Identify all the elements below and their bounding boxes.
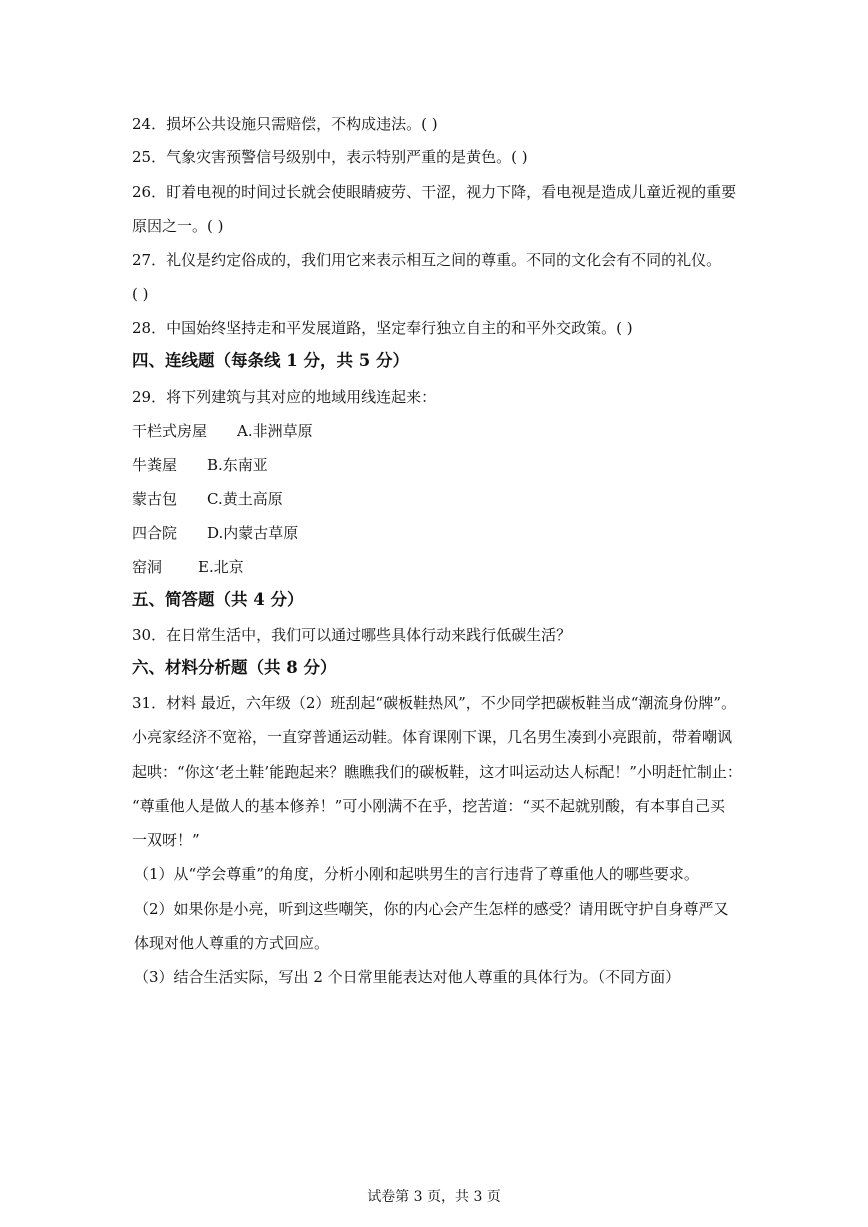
match-row-4 bbox=[132, 523, 752, 543]
question-31-line-4: “尊重他人是做人的基本修养！”可小刚满不在乎，挖苦道：“买不起就别酸，有本事自己买 bbox=[132, 797, 726, 815]
section-5-heading: 五、简答题（共 4 分） bbox=[132, 590, 304, 609]
question-25: 25．气象灾害预警信号级别中，表示特别严重的是黄色。( ) bbox=[132, 148, 528, 166]
match-region: A.非洲草原 bbox=[237, 422, 313, 440]
match-row-5 bbox=[132, 557, 752, 577]
match-region: E.北京 bbox=[198, 558, 244, 576]
match-building: 牛粪屋 bbox=[132, 456, 178, 474]
match-region: B.东南亚 bbox=[207, 456, 268, 474]
match-building: 窑洞 bbox=[132, 558, 163, 576]
match-row-1 bbox=[132, 421, 752, 441]
match-building: 干栏式房屋 bbox=[132, 422, 208, 440]
question-30: 30．在日常生活中，我们可以通过哪些具体行动来践行低碳生活？ bbox=[132, 626, 572, 644]
question-27-line-2: ( ) bbox=[132, 285, 149, 303]
question-31-line-3: 起哄：“你这‘老土鞋’能跑起来？瞧瞧我们的碳板鞋，这才叫运动达人标配！”小明赶忙制止： bbox=[132, 763, 742, 781]
question-31-part-2-line-1: （2）如果你是小亮，听到这些嘲笑，你的内心会产生怎样的感受？请用既守护自身尊严又 bbox=[134, 900, 729, 918]
match-row-3 bbox=[132, 489, 752, 509]
page-footer: 试卷第 3 页，共 3 页 bbox=[367, 1189, 501, 1205]
match-region: C.黄土高原 bbox=[207, 490, 283, 508]
question-31-part-1: （1）从“学会尊重”的角度，分析小刚和起哄男生的言行违背了尊重他人的哪些要求。 bbox=[134, 865, 699, 883]
question-31-part-2-line-2: 体现对他人尊重的方式回应。 bbox=[134, 934, 330, 952]
question-31-line-5: 一双呀！” bbox=[132, 831, 200, 849]
match-row-2 bbox=[132, 455, 752, 475]
question-31-line-1: 31．材料 最近，六年级（2）班刮起“碳板鞋热风”，不少同学把碳板鞋当成“潮流身份牌”。 bbox=[132, 694, 737, 712]
match-region: D.内蒙古草原 bbox=[207, 524, 299, 542]
question-29: 29．将下列建筑与其对应的地域用线连起来： bbox=[132, 388, 437, 406]
section-6-heading: 六、材料分析题（共 8 分） bbox=[132, 658, 337, 677]
question-31-part-3: （3）结合生活实际，写出 2 个日常里能表达对他人尊重的具体行为。（不同方面） bbox=[134, 968, 681, 986]
question-26-line-2: 原因之一。( ) bbox=[132, 217, 224, 235]
question-26-line-1: 26．盯着电视的时间过长就会使眼睛疲劳、干涩，视力下降，看电视是造成儿童近视的重要 bbox=[132, 183, 737, 201]
match-building: 蒙古包 bbox=[132, 490, 178, 508]
question-27-line-1: 27．礼仪是约定俗成的，我们用它来表示相互之间的尊重。不同的文化会有不同的礼仪。 bbox=[132, 251, 722, 269]
question-24: 24．损坏公共设施只需赔偿，不构成违法。( ) bbox=[132, 115, 438, 133]
match-building: 四合院 bbox=[132, 524, 178, 542]
question-28: 28．中国始终坚持走和平发展道路，坚定奉行独立自主的和平外交政策。( ) bbox=[132, 319, 633, 337]
section-4-heading: 四、连线题（每条线 1 分，共 5 分） bbox=[132, 351, 409, 370]
question-31-line-2: 小亮家经济不宽裕，一直穿普通运动鞋。体育课刚下课，几名男生凑到小亮跟前，带着嘲讽 bbox=[132, 728, 733, 746]
